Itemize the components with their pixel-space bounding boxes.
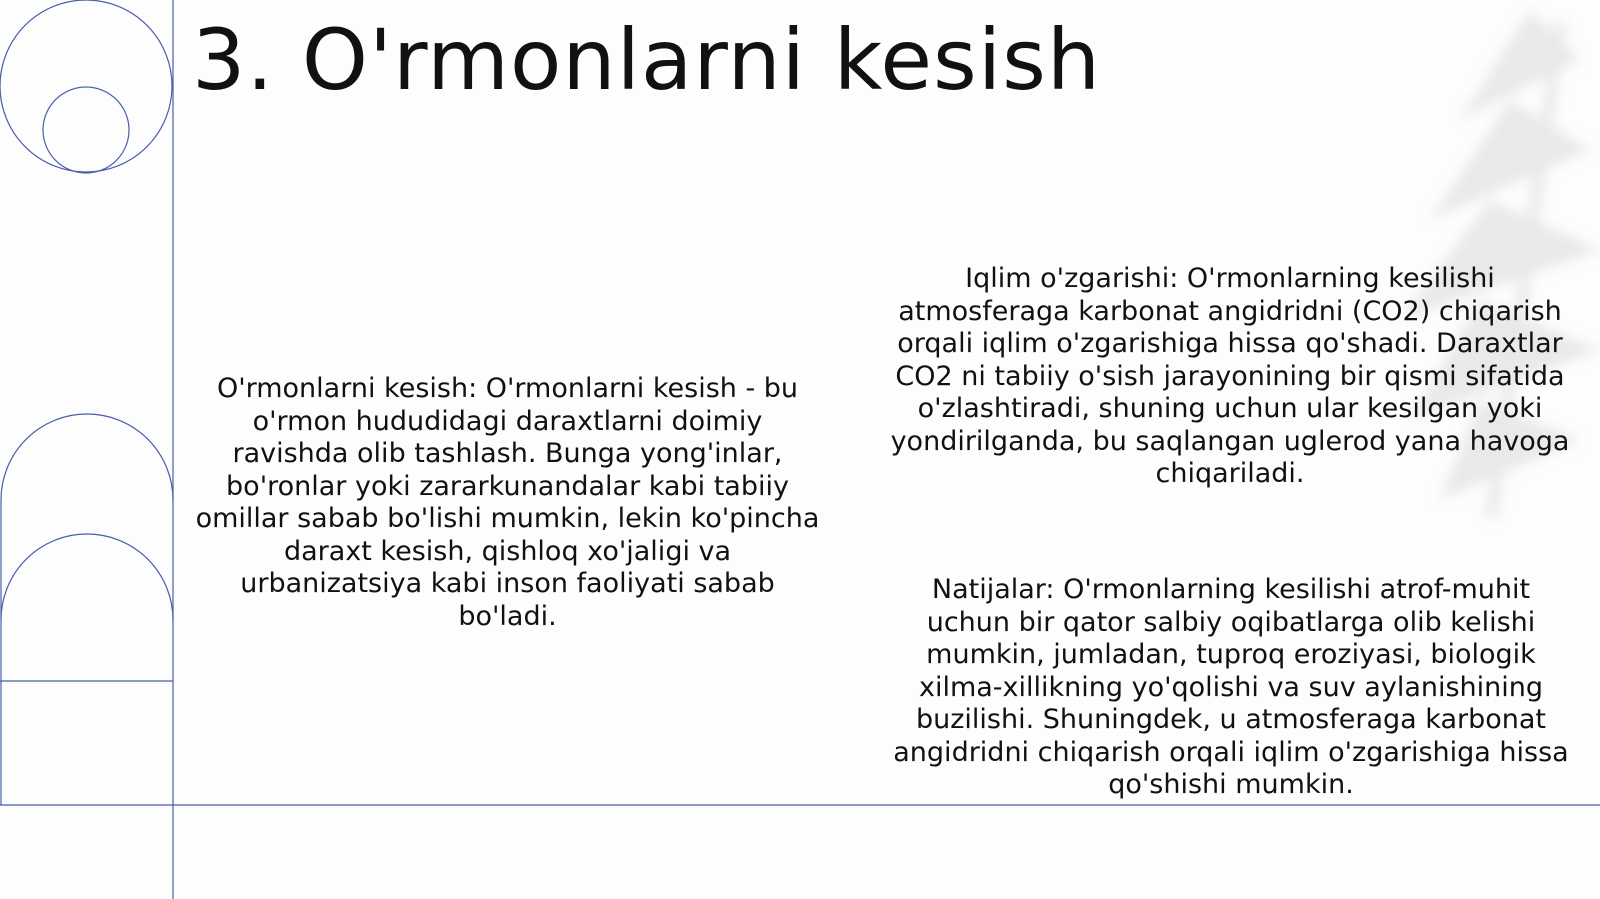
page-title: 3. O'rmonlarni kesish — [192, 11, 1102, 109]
large-circle-outline — [0, 0, 172, 172]
climate-change-paragraph: Iqlim o'zgarishi: O'rmonlarning kesilishi atmosferaga karbonat angidridni (CO2) chiqarish orqali iqlim o'zgarishiga hissa qo'shadi. Daraxtlar CO2 ni tabiiy o'sish jarayonining bir qismi sifatida o'zlashtiradi, shuning uchun ular kesilgan yoki yondirilganda, bu saqlangan uglerod yana havoga chiqariladi. — [890, 263, 1570, 489]
small-circle-outline — [43, 87, 129, 173]
upper-arch-outline — [1, 414, 173, 500]
deforestation-paragraph: O'rmonlarni kesish: O'rmonlarni kesish - bu o'rmon hududidagi daraxtlarni doimiy ravishda olib tashlash. Bunga yong'inlar, bo'ronlar yoki zararkunandalar kabi tabiiy omillar sabab bo'lishi mumkin, lekin ko'pincha daraxt kesish, qishloq xo'jaligi va urbanizatsiya kabi inson faoliyati sabab bo'ladi. — [195, 373, 820, 632]
lower-arch-outline — [1, 534, 173, 620]
results-paragraph: Natijalar: O'rmonlarning kesilishi atrof-muhit uchun bir qator salbiy oqibatlarga olib kelishi mumkin, jumladan, tuproq eroziyasi, biologik xilma-xillikning yo'qolishi va suv aylanishining buzilishi. Shuningdek, u atmosferaga karbonat angidridni chiqarish orqali iqlim o'zgarishiga hissa qo'shishi mumkin. — [893, 574, 1569, 800]
